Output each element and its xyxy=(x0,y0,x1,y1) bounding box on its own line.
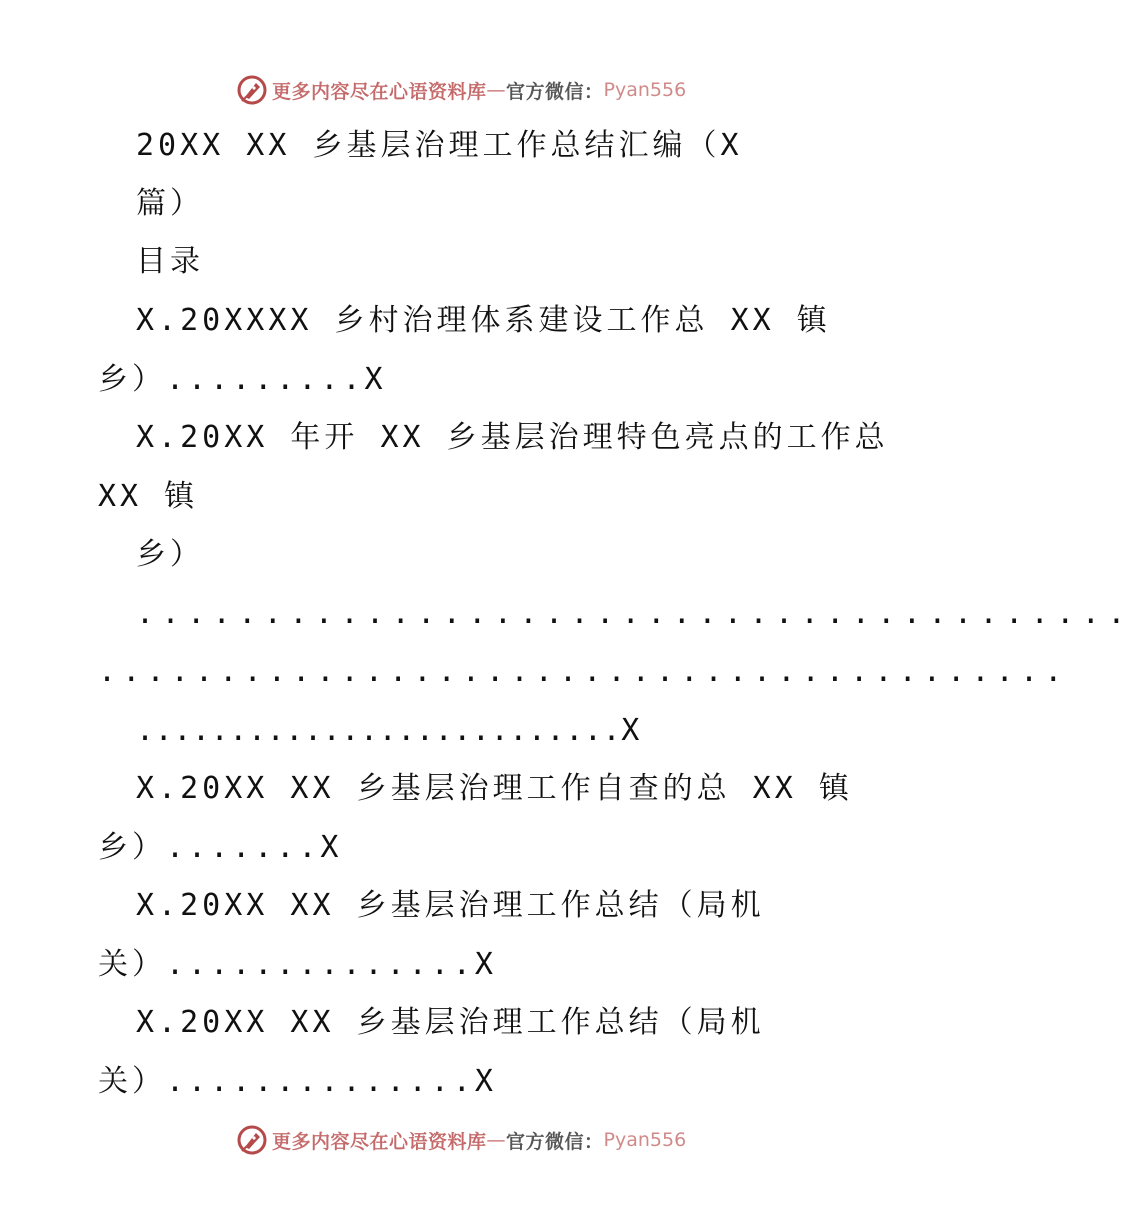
toc-item-2-line-3: 乡） xyxy=(136,537,204,572)
watermark-text: 更多内容尽在心语资料库 xyxy=(272,1130,487,1153)
toc-item-2-line-1: X.20XX 年开 XX 乡基层治理特色亮点的工作总 xyxy=(136,420,889,455)
toc-item-3-line-1: X.20XX XX 乡基层治理工作自查的总 XX 镇 xyxy=(136,771,853,806)
footer-watermark xyxy=(236,1123,686,1157)
toc-item-3-line-2: 乡）.......X xyxy=(98,830,343,865)
toc-item-2-dots-2: ........................................ xyxy=(98,654,1069,689)
toc-item-5-line-1: X.20XX XX 乡基层治理工作总结（局机 xyxy=(136,1005,765,1040)
header-watermark xyxy=(236,73,686,107)
watermark-wechat-id: Pyan556 xyxy=(603,1129,687,1151)
watermark-wechat-label: 官方微信： xyxy=(506,1130,604,1153)
toc-item-2-dots-3: ..........................X xyxy=(136,713,640,748)
watermark-dash: — xyxy=(486,1129,507,1151)
toc-heading: 目录 xyxy=(136,244,204,279)
toc-item-2-dots-1: ....................................... xyxy=(136,596,1133,631)
toc-item-1-line-2: 乡）.........X xyxy=(98,362,387,397)
watermark-wechat-id: Pyan556 xyxy=(603,79,687,101)
toc-item-5-line-2: 关）..............X xyxy=(98,1064,497,1099)
toc-item-4-line-1: X.20XX XX 乡基层治理工作总结（局机 xyxy=(136,888,765,923)
pen-nib-logo-icon xyxy=(236,1124,268,1156)
pen-nib-logo-icon xyxy=(236,74,268,106)
watermark-dash: — xyxy=(486,79,507,101)
watermark-text: 更多内容尽在心语资料库 xyxy=(272,80,487,103)
toc-item-2-line-2: XX 镇 xyxy=(98,479,199,514)
watermark-wechat-label: 官方微信： xyxy=(506,80,604,103)
doc-title-line-1: 20XX XX 乡基层治理工作总结汇编（X xyxy=(136,128,743,163)
toc-item-1-line-1: X.20XXXX 乡村治理体系建设工作总 XX 镇 xyxy=(136,303,831,338)
doc-title-line-2: 篇） xyxy=(136,186,204,221)
toc-item-4-line-2: 关）..............X xyxy=(98,947,497,982)
